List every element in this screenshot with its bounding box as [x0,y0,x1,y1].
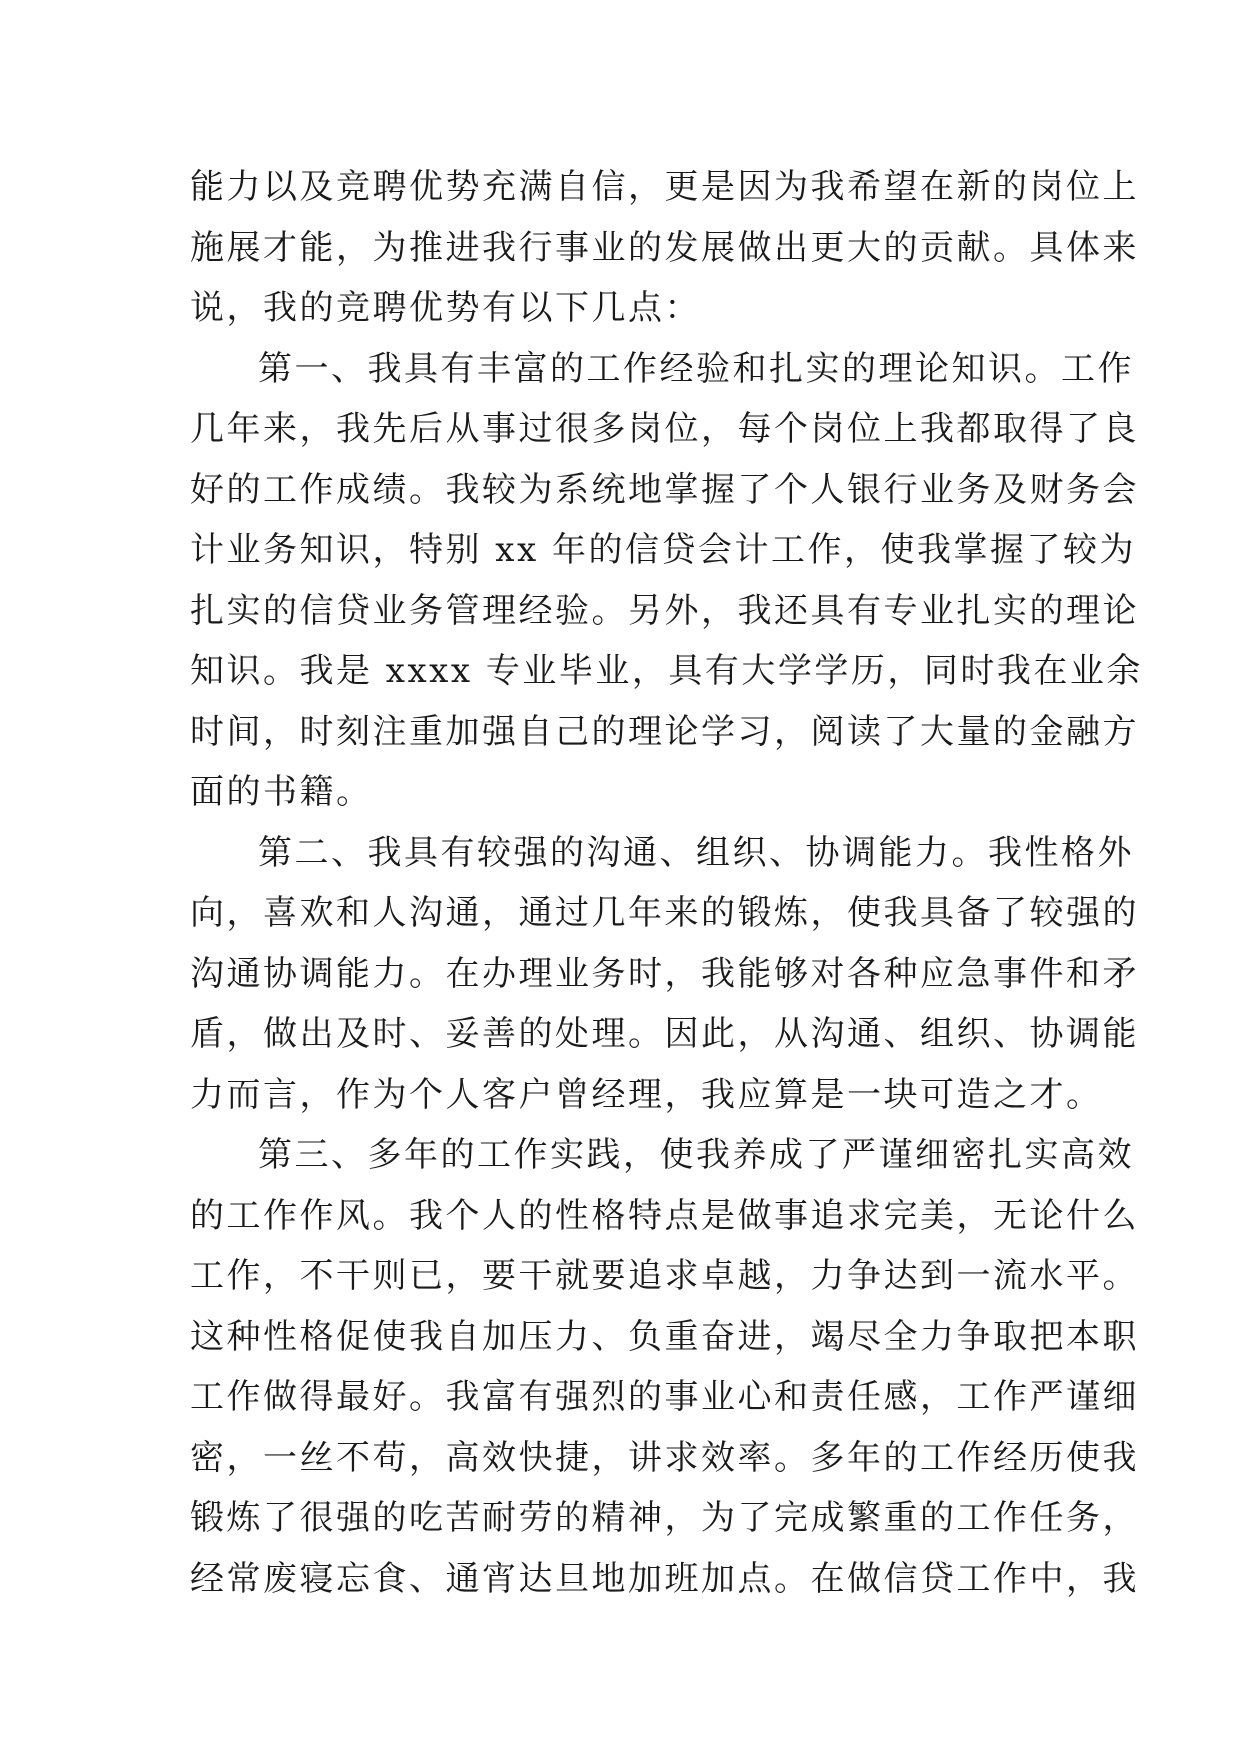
text-line-paragraph-start: 第三、多年的工作实践，使我养成了严谨细密扎实高效 [258,1135,1134,1175]
text-line: 施展才能，为推进我行事业的发展做出更大的贡献。具体来 [190,227,1139,268]
text-line: 说，我的竞聘优势有以下几点： [190,288,701,328]
text-line: 这种性格促使我自加压力、负重奋进，竭尽全力争取把本职 [190,1316,1139,1357]
text-line: 沟通协调能力。在办理业务时，我能够对各种应急事件和矛 [190,953,1139,994]
text-line: 盾，做出及时、妥善的处理。因此，从沟通、组织、协调能 [190,1014,1139,1054]
text-line: 好的工作成绩。我较为系统地掌握了个人银行业务及财务会 [190,469,1139,510]
text-line: 密，一丝不苟，高效快捷，讲求效率。多年的工作经历使我 [190,1437,1139,1478]
text-line: 的工作作风。我个人的性格特点是做事追求完美，无论什么 [190,1195,1139,1236]
text-line: 向，喜欢和人沟通，通过几年来的锻炼，使我具备了较强的 [190,893,1139,933]
text-line: 锻炼了很强的吃苦耐劳的精神，为了完成繁重的工作任务， [190,1498,1139,1538]
text-line: 能力以及竞聘优势充满自信，更是因为我希望在新的岗位上 [190,167,1139,207]
text-line: 几年来，我先后从事过很多岗位，每个岗位上我都取得了良 [190,409,1139,449]
text-line: 工作做得最好。我富有强烈的事业心和责任感，工作严谨细 [190,1377,1139,1417]
text-line: 力而言，作为个人客户曾经理，我应算是一块可造之才。 [190,1074,1103,1115]
text-line: 面的书籍。 [190,772,373,812]
text-line: 计业务知识，特别 xx 年的信贷会计工作，使我掌握了较为 [190,530,1136,570]
text-line: 知识。我是 xxxx 专业毕业，具有大学学历，同时我在业余 [190,651,1143,691]
text-line-paragraph-start: 第二、我具有较强的沟通、组织、协调能力。我性格外 [258,832,1134,873]
document-body [190,157,1143,1609]
text-line: 时间，时刻注重加强自己的理论学习，阅读了大量的金融方 [190,711,1139,752]
text-line: 扎实的信贷业务管理经验。另外，我还具有专业扎实的理论 [190,590,1139,631]
text-line-paragraph-start: 第一、我具有丰富的工作经验和扎实的理论知识。工作 [258,348,1134,389]
text-line: 经常废寝忘食、通宵达旦地加班加点。在做信贷工作中，我 [190,1558,1139,1599]
text-line: 工作，不干则已，要干就要追求卓越，力争达到一流水平。 [190,1256,1139,1296]
